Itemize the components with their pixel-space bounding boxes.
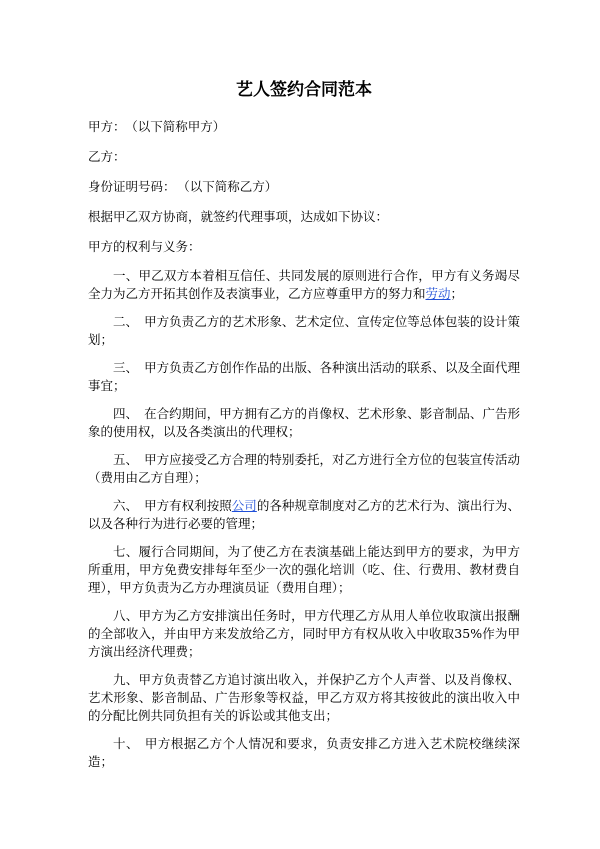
clause-list — [88, 267, 520, 771]
clause-text: 甲方为乙方安排演出任务时，甲方代理乙方从用人单位收取演出报酬的全部收入，并由甲方来发放给乙方，同时甲方有权从收入中收取35%作为甲方演出经济代理费； — [88, 608, 520, 659]
clause-number: 八、 — [113, 608, 139, 623]
party-b-line — [88, 147, 520, 167]
document-page — [88, 78, 520, 771]
clause-text: 甲方根据乙方个人情况和要求，负责安排乙方进入艺术院校继续深造； — [88, 736, 520, 769]
clause-number: 六、 — [113, 498, 139, 513]
agreement-intro: 根据甲乙双方协商，就签约代理事项，达成如下协议： — [88, 209, 389, 224]
clause-text: 甲方应接受乙方合理的特别委托，对乙方进行全方位的包装宣传活动（费用由乙方自理）； — [88, 452, 520, 485]
clause-number: 四、 — [113, 406, 139, 421]
clause-text: 甲方负责替乙方追讨演出收入，并保护乙方个人声誉、以及肖像权、艺术形象、影音制品、广告形象等权益，甲乙方双方将其按彼此的演出收入中的分配比例共同负担有关的诉讼或其他支出； — [88, 672, 520, 723]
labor-link[interactable]: 劳动 — [425, 286, 451, 301]
clause-number: 三、 — [113, 360, 139, 375]
party-a-note: （以下简称甲方） — [131, 119, 226, 134]
clause-text: 甲方负责乙方创作作品的出版、各种演出活动的联系、以及全面代理事宜； — [88, 360, 520, 393]
id-number-label: 身份证明号码： — [88, 179, 176, 194]
clause-1 — [88, 267, 520, 303]
clause-6 — [88, 497, 520, 533]
clause-text: 履行合同期间，为了使乙方在表演基础上能达到甲方的要求，为甲方所重用，甲方免费安排每年至少一次的强化培训（吃、住、行费用、教材费自理），甲方负责为乙方办理演员证（费用自理）； — [88, 544, 520, 595]
contract-header — [88, 117, 520, 257]
clause-9 — [88, 671, 520, 725]
id-number-line — [88, 177, 520, 197]
party-a-label: 甲方： — [88, 119, 126, 134]
company-link[interactable]: 公司 — [231, 498, 257, 513]
clause-number: 十、 — [113, 736, 139, 751]
clause-text: 甲乙双方本着相互信任、共同发展的原则进行合作，甲方有义务竭尽全力为乙方开拓其创作及表演事业，乙方应尊重甲方的努力和 — [88, 268, 520, 301]
clause-4 — [88, 405, 520, 441]
clause-text-end: ； — [450, 286, 464, 301]
clause-text: 甲方有权利按照 — [144, 498, 232, 513]
clause-number: 九、 — [113, 672, 139, 687]
id-number-note: （以下简称乙方） — [183, 179, 278, 194]
clause-text: 甲方负责乙方的艺术形象、艺术定位、宣传定位等总体包装的设计策划； — [88, 314, 520, 347]
section-heading: 甲方的权利与义务： — [88, 239, 201, 254]
clause-10 — [88, 735, 520, 771]
clause-7 — [88, 543, 520, 597]
clause-number: 一、 — [113, 268, 139, 283]
clause-text-end: 的各种规章制度对乙方的艺术行为、演出行为、以及各种行为进行必要的管理； — [88, 498, 520, 531]
party-b-label: 乙方： — [88, 149, 126, 164]
clause-8 — [88, 607, 520, 661]
clause-number: 二、 — [113, 314, 139, 329]
clause-number: 七、 — [113, 544, 139, 559]
clause-text: 在合约期间，甲方拥有乙方的肖像权、艺术形象、影音制品、广告形象的使用权，以及各类演出的代理权； — [88, 406, 520, 439]
clause-5 — [88, 451, 520, 487]
clause-number: 五、 — [113, 452, 139, 467]
party-a-line — [88, 117, 520, 137]
document-title: 艺人签约合同范本 — [236, 80, 372, 100]
clause-3 — [88, 359, 520, 395]
clause-2 — [88, 313, 520, 349]
